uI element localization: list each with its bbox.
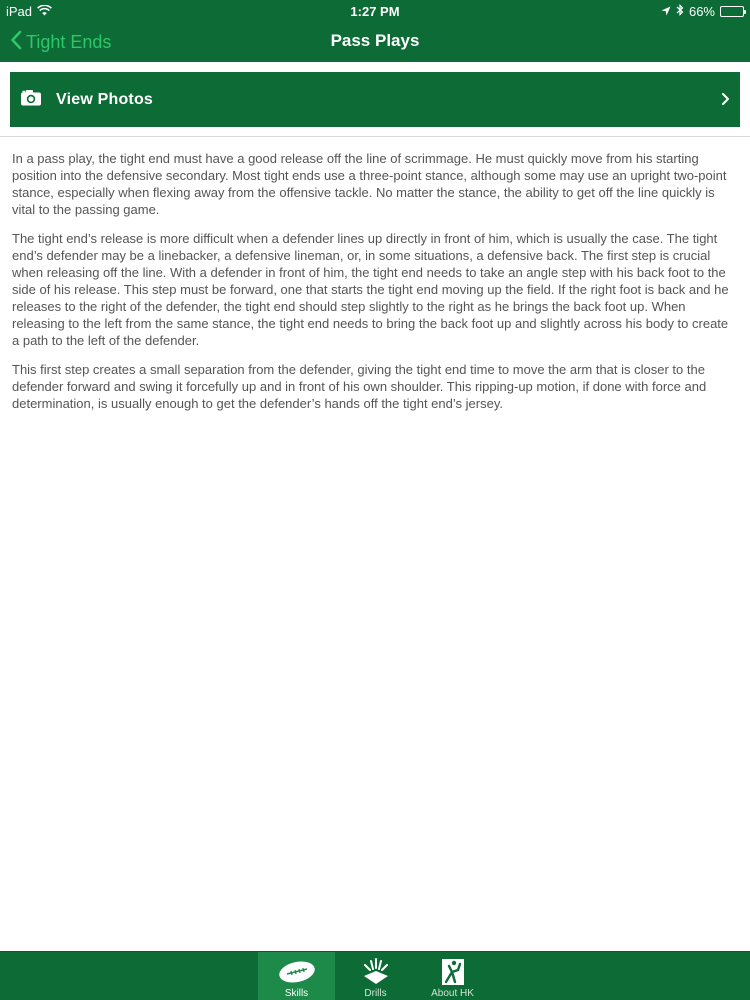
tab-skills-label: Skills bbox=[284, 988, 309, 999]
drills-icon bbox=[337, 957, 414, 987]
status-time: 1:27 PM bbox=[350, 4, 400, 19]
article-paragraph: The tight end’s release is more difficult when a defender lines up directly in front of him, which is usually the case. The tight end’s defender may be a linebacker, a defensive lineman, or, in some situations, a defensive back. The first step is crucial when releasing off the line. With a defender in front of him, the tight end needs to take an angle step with his back foot to the side of his release. This step must be forward, one that starts the tight end moving up the field. If the right foot is back and he releases to the right of the defender, the tight end should step slightly to the right as he brings the back foot up. When releasing to the left from the same stance, the tight end needs to bring the back foot up and slightly across his body to create a path to the left of the defender. bbox=[12, 231, 729, 348]
tab-drills-label: Drills bbox=[364, 988, 387, 999]
status-bar bbox=[0, 0, 750, 22]
article-body bbox=[12, 150, 738, 424]
football-icon bbox=[258, 957, 335, 987]
page-title: Pass Plays bbox=[330, 31, 420, 50]
device-label: iPad bbox=[6, 4, 33, 19]
battery-percent: 66% bbox=[688, 4, 715, 19]
tab-bar bbox=[0, 951, 750, 1000]
tab-skills[interactable] bbox=[258, 952, 335, 1000]
nav-bar bbox=[0, 22, 750, 62]
view-photos-button[interactable] bbox=[10, 72, 740, 127]
status-right bbox=[661, 4, 744, 19]
battery-icon bbox=[720, 6, 744, 17]
hk-logo-icon bbox=[414, 957, 491, 987]
divider bbox=[0, 136, 750, 137]
back-button-label: Tight Ends bbox=[26, 31, 112, 52]
top-bar bbox=[0, 0, 750, 62]
tab-about-hk-label: About HK bbox=[431, 988, 474, 999]
article-paragraph: In a pass play, the tight end must have a good release off the line of scrimmage. He must quickly move from his starting position into the defensive secondary. Most tight ends use a three-point stance, although some may use an upright two-point stance, especially when flexing away from the offensive tackle. No matter the stance, the ability to get off the line quickly is vital to the passing game. bbox=[12, 151, 727, 217]
tab-drills[interactable] bbox=[337, 952, 414, 1000]
camera-icon bbox=[20, 89, 42, 111]
location-icon bbox=[661, 4, 671, 19]
tab-about-hk[interactable] bbox=[414, 952, 491, 1000]
chevron-right-icon bbox=[721, 92, 730, 111]
bluetooth-icon bbox=[676, 4, 684, 19]
view-photos-label: View Photos bbox=[56, 91, 154, 108]
article-paragraph: This first step creates a small separation from the defender, giving the tight end time to move the arm that is closer to the defender forward and swing it forcefully up and in front of his own shoulder. This ripping-up motion, if done with force and determination, is usually enough to get the defender’s hands off the tight end’s jersey. bbox=[12, 362, 707, 411]
